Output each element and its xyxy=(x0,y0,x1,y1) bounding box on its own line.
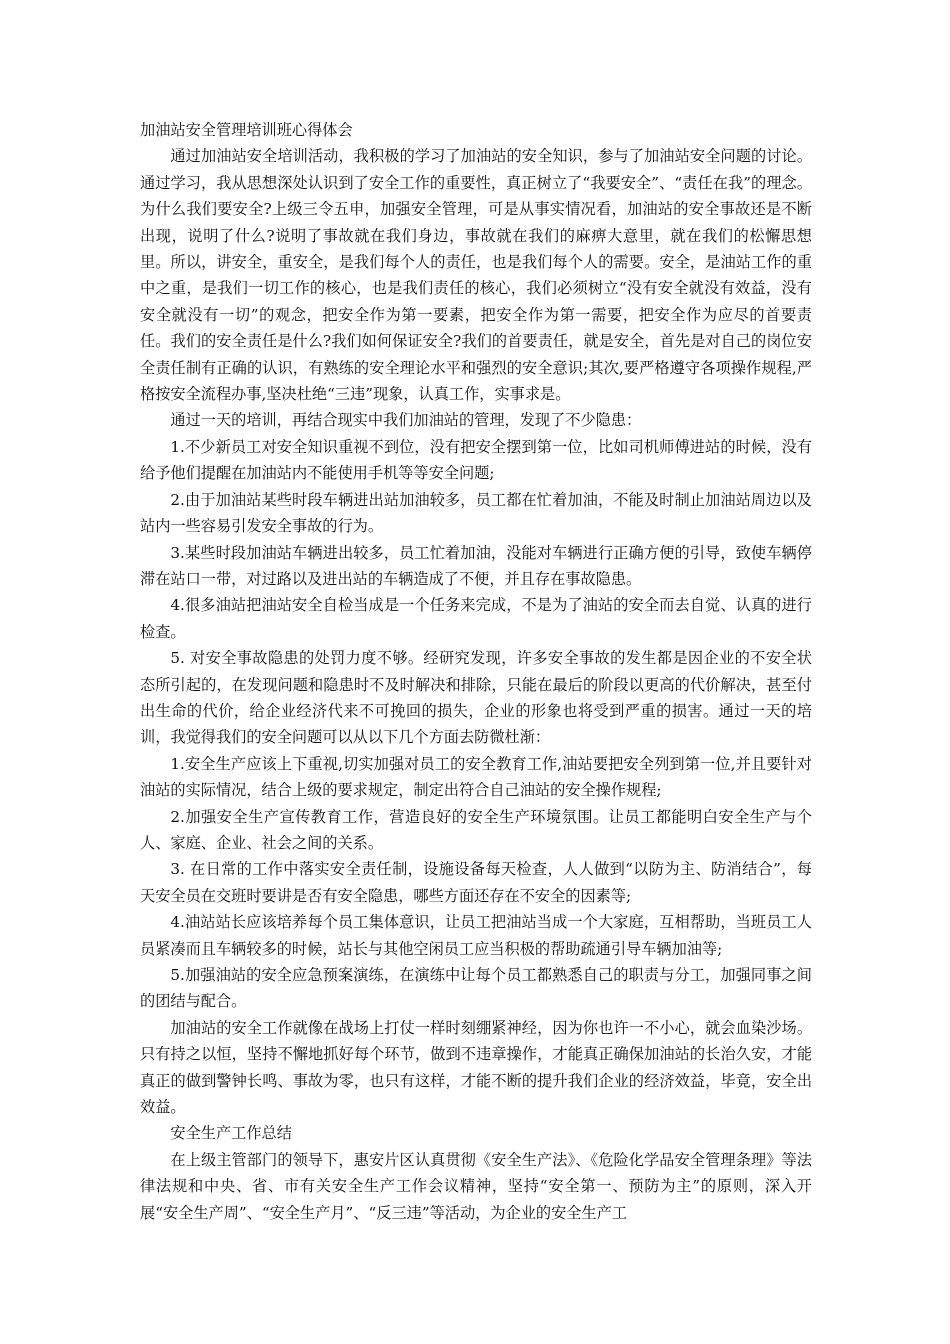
measure-item-5: 5.加强油站的安全应急预案演练，在演练中让每个员工都熟悉自己的职责与分工，加强同事之间的团结与配合。 xyxy=(140,966,812,1011)
paragraph-summary: 在上级主管部门的领导下，惠安片区认真贯彻《安全生产法》、《危险化学品安全管理条理》等法律法规和中央、省、市有关安全生产工作会议精神，坚持“安全第一、预防为主”的原则，深入开展“安全生产周”、“安全生产月”、“反三违”等活动，为企业的安全生产工 xyxy=(140,1150,812,1222)
measure-item-2: 2.加强安全生产宣传教育工作，营造良好的安全生产环境氛围。让员工都能明白安全生产与个人、家庭、企业、社会之间的关系。 xyxy=(140,807,812,852)
document-title: 加油站安全管理培训班心得体会 xyxy=(140,121,353,139)
measure-item-3: 3. 在日常的工作中落实安全责任制，设施设备每天检查，人人做到“以防为主、防消结合”，每天安全员在交班时要讲是否有安全隐患，哪些方面还存在不安全的因素等; xyxy=(140,860,812,905)
measure-item-1: 1.安全生产应该上下重视,切实加强对员工的安全教育工作,油站要把安全列到第一位,并且要针对油站的实际情况，结合上级的要求规定，制定出符合自己油站的安全操作规程; xyxy=(140,754,812,800)
measure-item-4: 4.油站站长应该培养每个员工集体意识，让员工把油站当成一个大家庭，互相帮助，当班员工人员紧凑而且车辆较多的时候，站长与其他空闲员工应当积极的帮助疏通引导车辆加油等; xyxy=(140,913,812,958)
hazard-item-1: 1.不少新员工对安全知识重视不到位，没有把安全摆到第一位，比如司机师傅进站的时候，没有给予他们提醒在加油站内不能使用手机等等安全问题; xyxy=(140,437,812,483)
hazard-item-4: 4.很多油站把油站安全自检当成是一个任务来完成，不是为了油站的安全而去自觉、认真的进行检查。 xyxy=(140,596,812,641)
hazard-item-5: 5. 对安全事故隐患的处罚力度不够。经研究发现，许多安全事故的发生都是因企业的不安全状态所引起的，在发现问题和隐患时不及时解决和排除，只能在最后的阶段以更高的代价解决，甚至付出生命的代价，给企业经济代来不可挽回的损失，企业的形象也将受到严重的损害。通过一天的培训，我觉得我们的安全问题可以从以下几个方面去防微杜渐： xyxy=(140,649,812,747)
hazard-item-2: 2.由于加油站某些时段车辆进出站加油较多，员工都在忙着加油，不能及时制止加油站周边以及站内一些容易引发安全事故的行为。 xyxy=(140,490,812,536)
paragraph-conclusion: 加油站的安全工作就像在战场上打仗一样时刻绷紧神经，因为你也许一不小心，就会血染沙场。只有持之以恒，坚持不懈地抓好每个环节，做到不违章操作，才能真正确保加油站的长治久安，才能真正的做到警钟长鸣、事故为零，也只有这样，才能不断的提升我们企业的经济效益，毕竟，安全出效益。 xyxy=(140,1018,812,1117)
section-heading-summary: 安全生产工作总结 xyxy=(170,1124,292,1143)
paragraph-hazards-lead: 通过一天的培训，再结合现实中我们加油站的管理，发现了不少隐患： xyxy=(170,411,642,430)
document-body xyxy=(140,117,812,1226)
paragraph-intro: 通过加油站安全培训活动，我积极的学习了加油站的安全知识，参与了加油站安全问题的讨论。通过学习，我从思想深处认识到了安全工作的重要性，真正树立了“我要安全”、“责任在我”的理念。为什么我们要安全?上级三令五申，加强安全管理，可是从事实情况看，加油站的安全事故还是不断出现，说明了什么?说明了事故就在我们身边，事故就在我们的麻痹大意里，就在我们的松懈思想里。所以，讲安全，重安全，是我们每个人的责任，也是我们每个人的需要。安全，是油站工作的重中之重，是我们一切工作的核心，也是我们责任的核心，我们必须树立“没有安全就没有效益，没有安全就没有一切”的观念，把安全作为第一要素，把安全作为第一需要，把安全作为应尽的首要责任。我们的安全责任是什么?我们如何保证安全?我们的首要责任，就是安全，首先是对自己的岗位安全责任制有正确的认识，有熟练的安全理论水平和强烈的安全意识;其次,要严格遵守各项操作规程,严格按安全流程办事,坚决杜绝“三违”现象，认真工作，实事求是。 xyxy=(140,147,812,404)
hazard-item-3: 3.某些时段加油站车辆进出较多，员工忙着加油，没能对车辆进行正确方便的引导，致使车辆停滞在站口一带，对过路以及进出站的车辆造成了不便，并且存在事故隐患。 xyxy=(140,543,812,588)
